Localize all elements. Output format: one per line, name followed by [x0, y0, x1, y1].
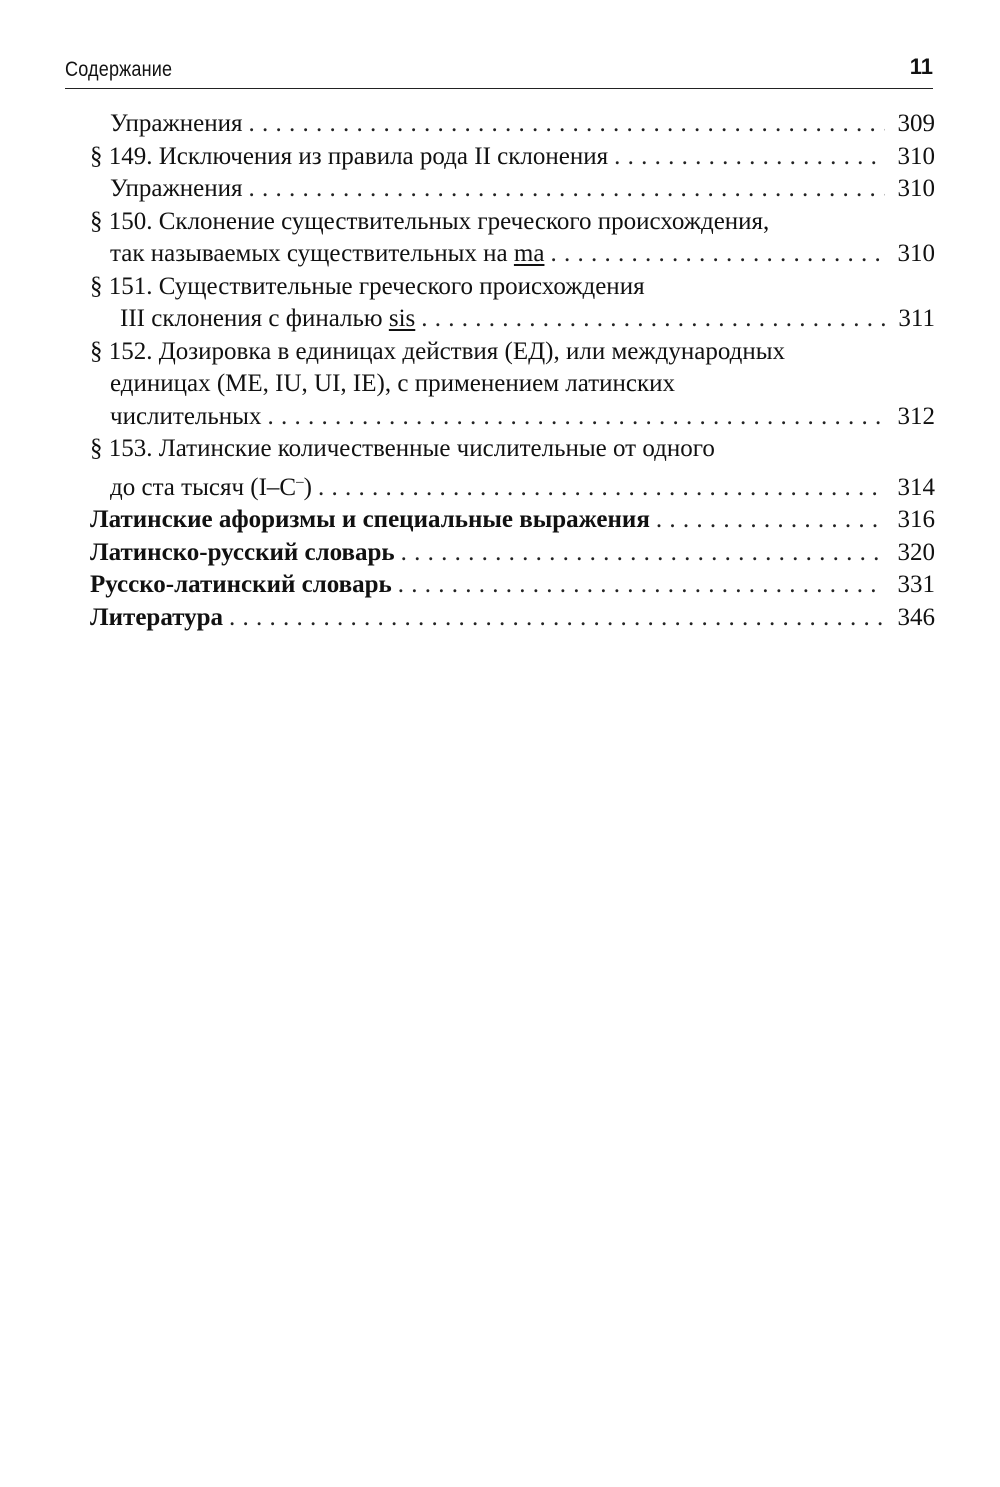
toc-entry-text: ) [303, 473, 312, 501]
toc-entry-153 [90, 433, 935, 504]
toc-entry-page: 310 [897, 240, 935, 267]
toc-entry-title-line2 [120, 303, 415, 336]
toc-entry-page: 346 [897, 603, 935, 631]
table-of-contents [90, 108, 935, 634]
toc-entry-page: 320 [897, 538, 935, 566]
leader-dots [267, 401, 885, 434]
toc-entry-149 [90, 141, 935, 174]
toc-entry-exercises-309 [90, 108, 935, 141]
toc-entry-page: 312 [897, 402, 935, 430]
toc-entry-title-line1: § 150. Склонение существительных греческого происхождения, [90, 207, 770, 235]
leader-dots [248, 173, 885, 206]
toc-entry-title-line2 [110, 466, 312, 505]
toc-entry-exercises-310 [90, 173, 935, 206]
superscript: – [296, 473, 304, 490]
toc-entry-latin-russian-dictionary [90, 537, 935, 570]
toc-entry-title: Литература [90, 603, 224, 631]
leader-dots [248, 108, 885, 141]
header-title: Содержание [65, 58, 173, 81]
toc-entry-text: до ста тысяч (I–C [110, 473, 297, 501]
leader-dots [401, 537, 885, 570]
toc-entry-title-line3: числительных [110, 402, 262, 430]
toc-entry-aphorisms [90, 504, 935, 537]
toc-entry-title: Латинско-русский словарь [90, 538, 395, 566]
toc-entry-152 [90, 336, 935, 434]
toc-entry-title-line2 [110, 238, 544, 271]
toc-entry-page: 309 [897, 110, 935, 137]
toc-entry-title-line1: § 152. Дозировка в единицах действия (ЕД), или международных [90, 337, 786, 365]
toc-entry-title: Упражнения [110, 175, 243, 202]
leader-dots [656, 504, 885, 537]
toc-entry-russian-latin-dictionary [90, 569, 935, 602]
underlined-term: sis [388, 305, 416, 332]
leader-dots [229, 602, 885, 635]
leader-dots [614, 141, 885, 174]
underlined-term: ma [513, 240, 545, 267]
toc-entry-page: 310 [897, 142, 935, 170]
toc-entry-text: III склонения с финалью [120, 305, 389, 332]
page-number: 11 [909, 54, 933, 79]
toc-entry-150 [90, 206, 935, 271]
leader-dots [318, 472, 885, 505]
toc-entry-title-line2: единицах (ME, IU, UI, IE), с применением латинских [110, 370, 676, 397]
toc-entry-page: 310 [897, 175, 935, 202]
toc-entry-literature [90, 602, 935, 635]
toc-entry-page: 311 [898, 305, 935, 332]
toc-entry-title-line1: § 153. Латинские количественные числительные от одного [90, 435, 715, 462]
toc-entry-page: 316 [897, 506, 935, 533]
leader-dots [398, 569, 885, 602]
toc-entry-title: Упражнения [110, 110, 243, 137]
toc-entry-page: 331 [897, 571, 935, 598]
running-header [65, 52, 933, 89]
toc-entry-151 [90, 271, 935, 336]
leader-dots [421, 303, 885, 336]
toc-entry-title: Русско-латинский словарь [90, 571, 392, 598]
toc-entry-title: § 149. Исключения из правила рода II склонения [90, 142, 609, 170]
toc-entry-text: так называемых существительных на [110, 240, 514, 267]
toc-entry-title-line1: § 151. Существительные греческого происхождения [90, 272, 645, 300]
leader-dots [550, 238, 885, 271]
toc-entry-title: Латинские афоризмы и специальные выражения [90, 506, 650, 533]
toc-entry-page: 314 [897, 473, 935, 501]
